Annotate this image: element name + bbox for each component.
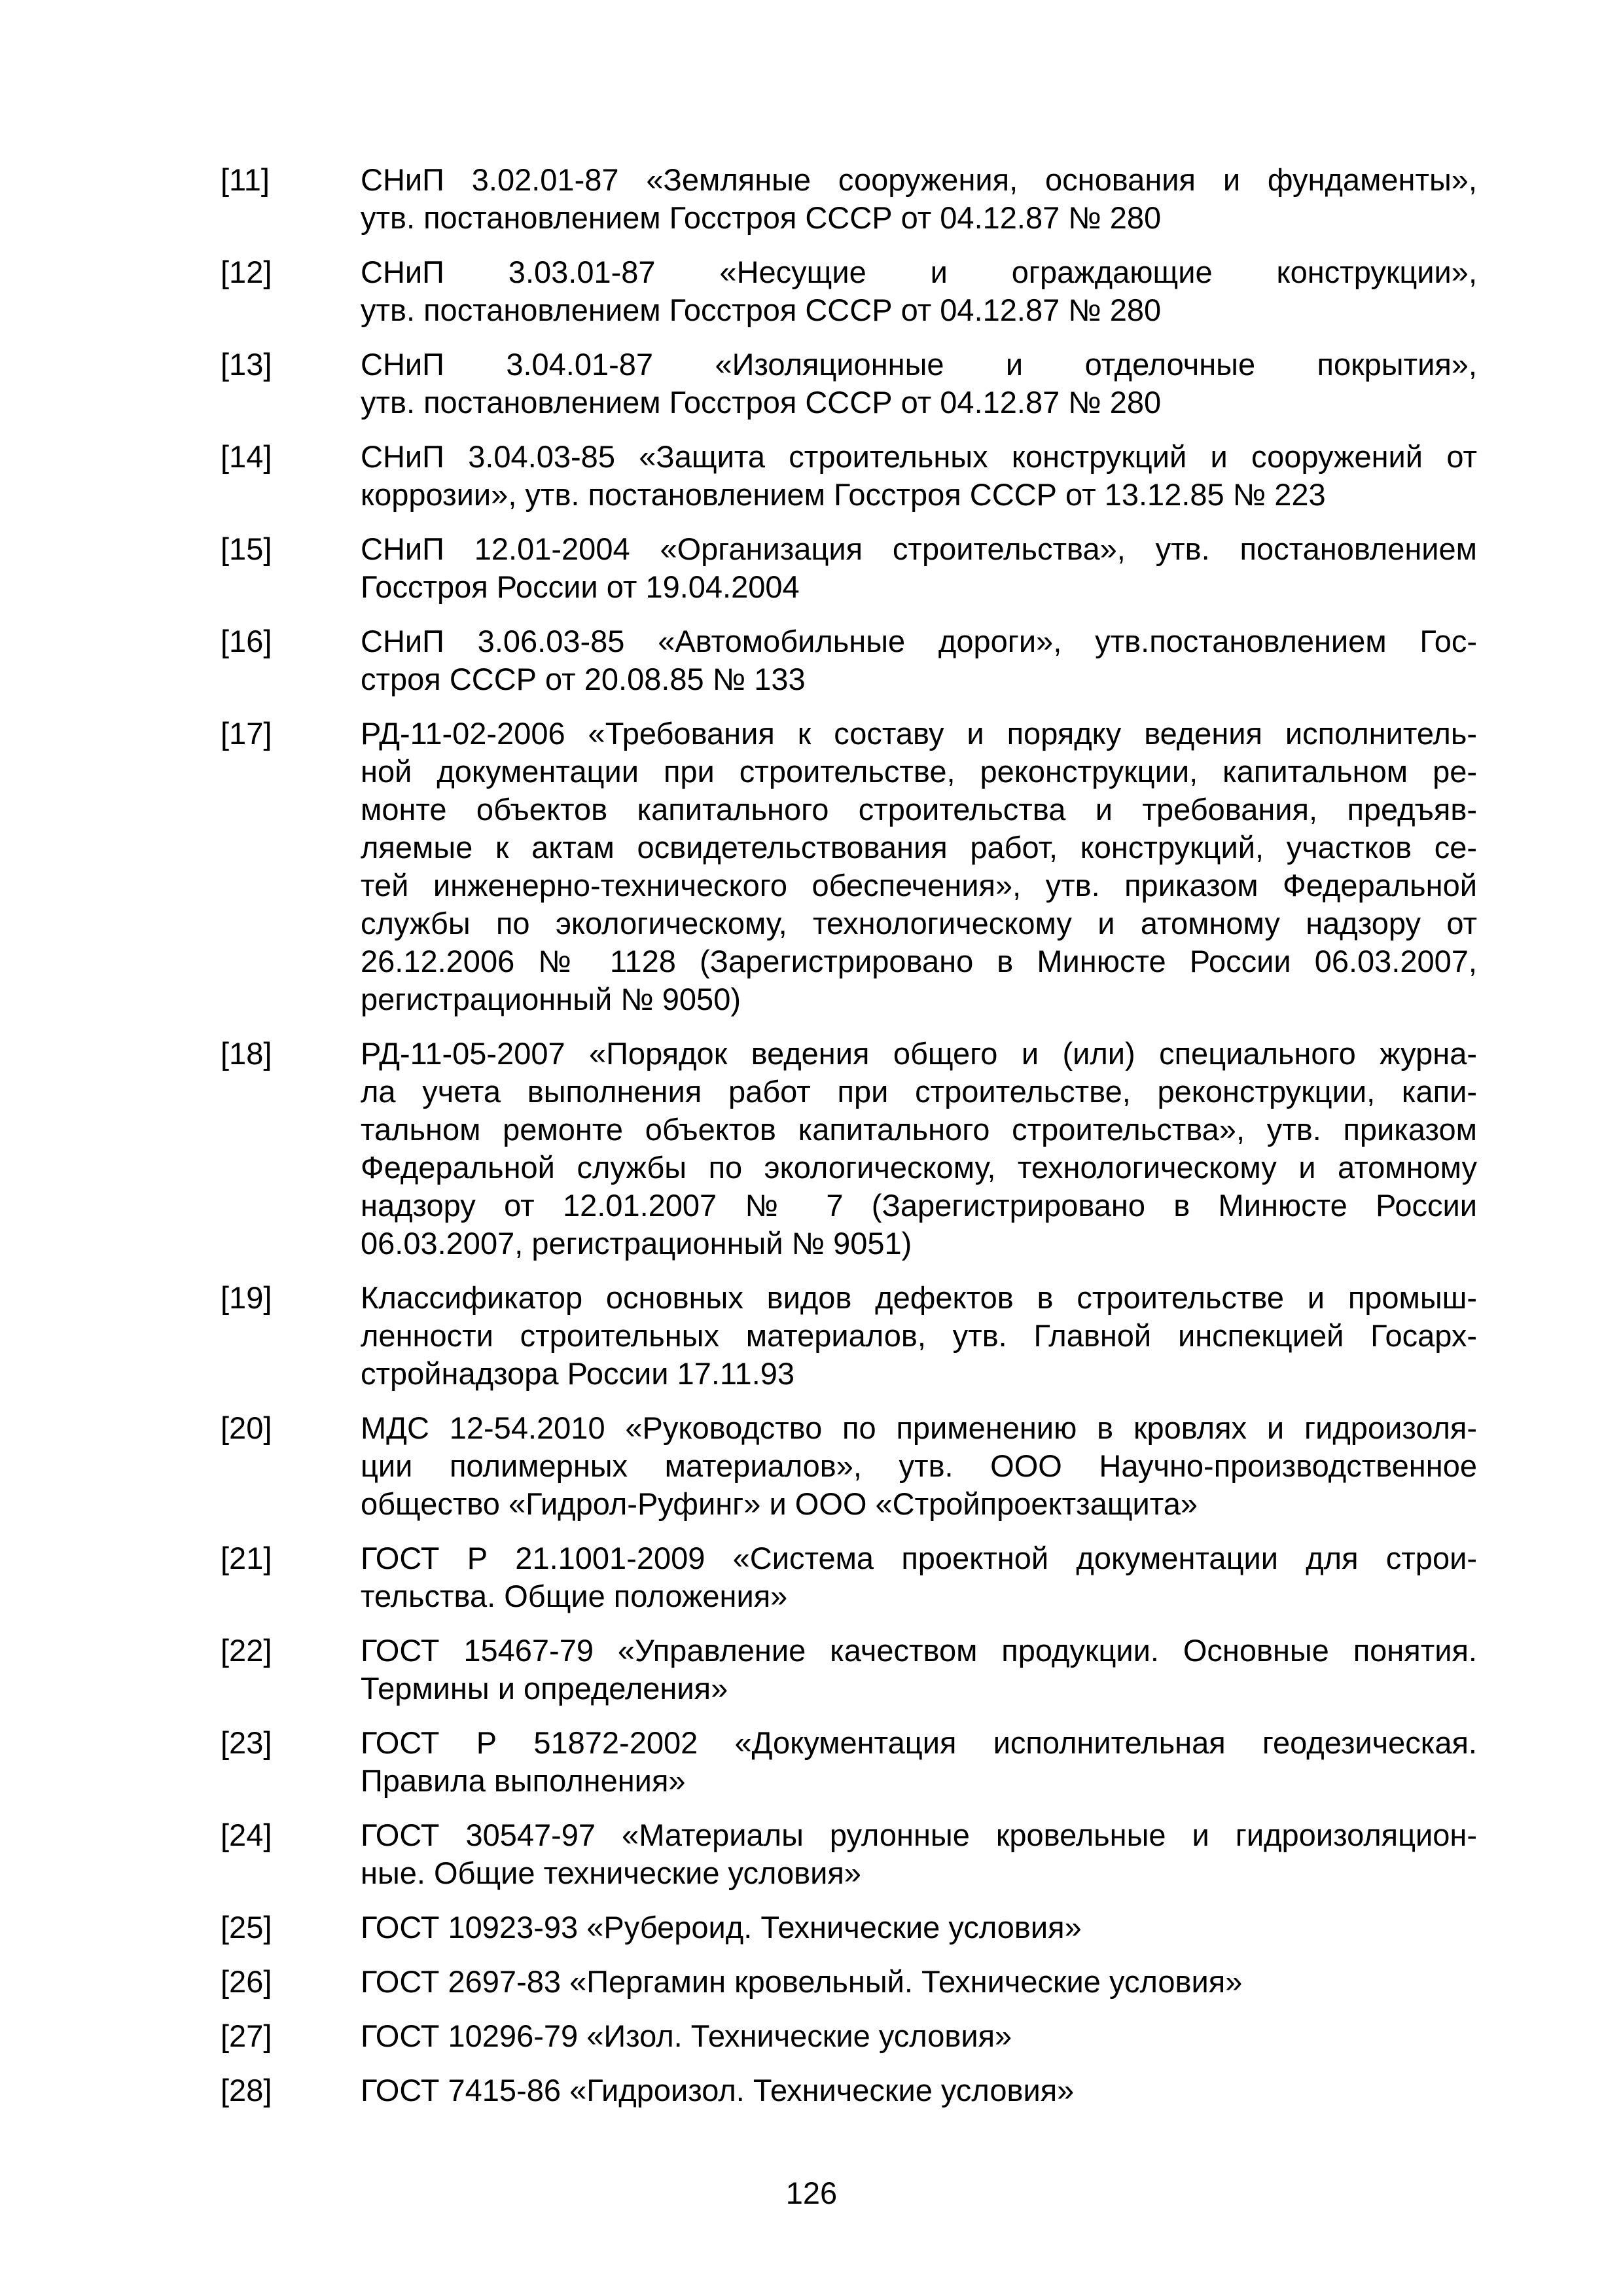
reference-number: [25] [221,1910,272,1945]
reference-text [361,1963,1477,2001]
reference-text [361,438,1477,514]
reference-entry [221,2017,1477,2055]
reference-line: Термины и определения» [361,1671,728,1706]
reference-line: утв. постановлением Госстроя СССР от 04.12.87 № 280 [361,200,1162,235]
reference-line: ные. Общие технические условия» [361,1856,861,1890]
reference-number: [15] [221,531,272,566]
reference-line: ГОСТ 10296-79 «Изол. Технические условия» [361,2018,1012,2053]
reference-line: ГОСТ Р 51872-2002 «Документация исполнительная геодезическая. [361,1725,1477,1760]
reference-entry [221,161,1477,237]
reference-entry [221,1409,1477,1523]
reference-line: коррозии», утв. постановлением Госстроя СССР от 13.12.85 № 223 [361,477,1326,512]
reference-entry [221,1909,1477,1946]
reference-line: ГОСТ 30547-97 «Материалы рулонные кровельные и гидроизоляцион- [361,1818,1477,1852]
reference-entry [221,1279,1477,1393]
reference-text [361,1816,1477,1892]
reference-line: МДС 12-54.2010 «Руководство по применению в кровлях и гидроизоля- [361,1410,1477,1445]
reference-entry [221,1632,1477,1708]
reference-text [361,2017,1477,2055]
reference-line: Правила выполнения» [361,1763,686,1798]
reference-number: [23] [221,1725,272,1760]
reference-line: регистрационный № 9050) [361,982,741,1016]
reference-line: надзору от 12.01.2007 № 7 (Зарегистрировано в Минюсте России [361,1188,1477,1223]
reference-line: РД-11-05-2007 «Порядок ведения общего и (или) специального журна- [361,1036,1477,1071]
reference-line: Федеральной службы по экологическому, технологическому и атомному [361,1150,1477,1185]
reference-line: утв. постановлением Госстроя СССР от 04.12.87 № 280 [361,293,1162,327]
reference-number: [17] [221,716,272,751]
reference-line: ГОСТ 7415-86 «Гидроизол. Технические условия» [361,2073,1075,2108]
reference-entry [221,1963,1477,2001]
reference-line: тельства. Общие положения» [361,1579,788,1613]
reference-line: ГОСТ 2697-83 «Пергамин кровельный. Технические условия» [361,1964,1243,1999]
reference-line: ной документации при строительстве, реконструкции, капитальном ре- [361,754,1477,789]
reference-line: 06.03.2007, регистрационный № 9051) [361,1226,912,1261]
reference-number: [24] [221,1818,272,1852]
reference-line: ленности строительных материалов, утв. Главной инспекцией Госарх- [361,1318,1477,1353]
reference-number: [26] [221,1964,272,1999]
reference-number: [19] [221,1280,272,1315]
reference-line: 26.12.2006 № 1128 (Зарегистрировано в Минюсте России 06.03.2007, [361,944,1477,978]
reference-number: [28] [221,2073,272,2108]
reference-number: [20] [221,1410,272,1445]
reference-text [361,1724,1477,1800]
reference-line: ГОСТ 15467-79 «Управление качеством продукции. Основные понятия. [361,1633,1477,1668]
reference-number: [18] [221,1036,272,1071]
reference-text [361,715,1477,1018]
reference-line: ции полимерных материалов», утв. ООО Научно-производственное [361,1448,1477,1483]
reference-number: [22] [221,1633,272,1668]
reference-entry [221,715,1477,1018]
reference-entry [221,1539,1477,1615]
reference-text [361,530,1477,606]
reference-line: ляемые к актам освидетельствования работ, конструкций, участков се- [361,830,1477,865]
reference-line: ГОСТ Р 21.1001-2009 «Система проектной документации для строи- [361,1541,1477,1575]
reference-list [221,161,1477,2126]
reference-text [361,1909,1477,1946]
reference-text [361,1035,1477,1263]
reference-entry [221,530,1477,606]
reference-line: ГОСТ 10923-93 «Рубероид. Технические условия» [361,1910,1082,1945]
reference-entry [221,253,1477,329]
reference-line: общество «Гидрол-Руфинг» и ООО «Стройпроектзащита» [361,1486,1198,1521]
reference-text [361,622,1477,698]
reference-text [361,253,1477,329]
reference-line: монте объектов капитального строительства и требования, предъяв- [361,792,1477,827]
reference-entry [221,1724,1477,1800]
reference-number: [21] [221,1541,272,1575]
page-number: 126 [785,2176,838,2210]
reference-entry [221,346,1477,422]
reference-line: тей инженерно-технического обеспечения», утв. приказом Федеральной [361,868,1477,903]
reference-line: РД-11-02-2006 «Требования к составу и порядку ведения исполнитель- [361,716,1477,751]
reference-number: [16] [221,624,272,658]
reference-line: ла учета выполнения работ при строительстве, реконструкции, капи- [361,1074,1477,1109]
reference-line: Классификатор основных видов дефектов в строительстве и промыш- [361,1280,1477,1315]
reference-line: СНиП 3.03.01-87 «Несущие и ограждающие конструкции», [361,255,1477,289]
reference-text [361,346,1477,422]
reference-line: СНиП 3.04.01-87 «Изоляционные и отделочные покрытия», [361,347,1477,382]
reference-text [361,1632,1477,1708]
reference-entry [221,438,1477,514]
reference-text [361,1409,1477,1523]
reference-entry [221,1035,1477,1263]
reference-line: СНиП 3.02.01-87 «Земляные сооружения, основания и фундаменты», [361,162,1477,197]
reference-line: тальном ремонте объектов капитального строительства», утв. приказом [361,1112,1477,1147]
reference-entry [221,2072,1477,2109]
reference-line: СНиП 12.01-2004 «Организация строительства», утв. постановлением [361,531,1477,566]
reference-number: [12] [221,255,272,289]
reference-text [361,1279,1477,1393]
reference-entry [221,622,1477,698]
reference-text [361,2072,1477,2109]
reference-line: строя СССР от 20.08.85 № 133 [361,662,806,696]
reference-number: [13] [221,347,272,382]
reference-text [361,161,1477,237]
reference-entry [221,1816,1477,1892]
reference-line: Госстроя России от 19.04.2004 [361,569,800,604]
reference-number: [14] [221,439,272,474]
reference-line: утв. постановлением Госстроя СССР от 04.12.87 № 280 [361,385,1162,420]
reference-line: СНиП 3.04.03-85 «Защита строительных конструкций и сооружений от [361,439,1477,474]
reference-number: [11] [221,162,270,197]
reference-line: службы по экологическому, технологическому и атомному надзору от [361,906,1477,941]
reference-line: СНиП 3.06.03-85 «Автомобильные дороги», утв.постановлением Гос- [361,624,1477,658]
reference-text [361,1539,1477,1615]
reference-line: стройнадзора России 17.11.93 [361,1356,795,1391]
reference-number: [27] [221,2018,272,2053]
